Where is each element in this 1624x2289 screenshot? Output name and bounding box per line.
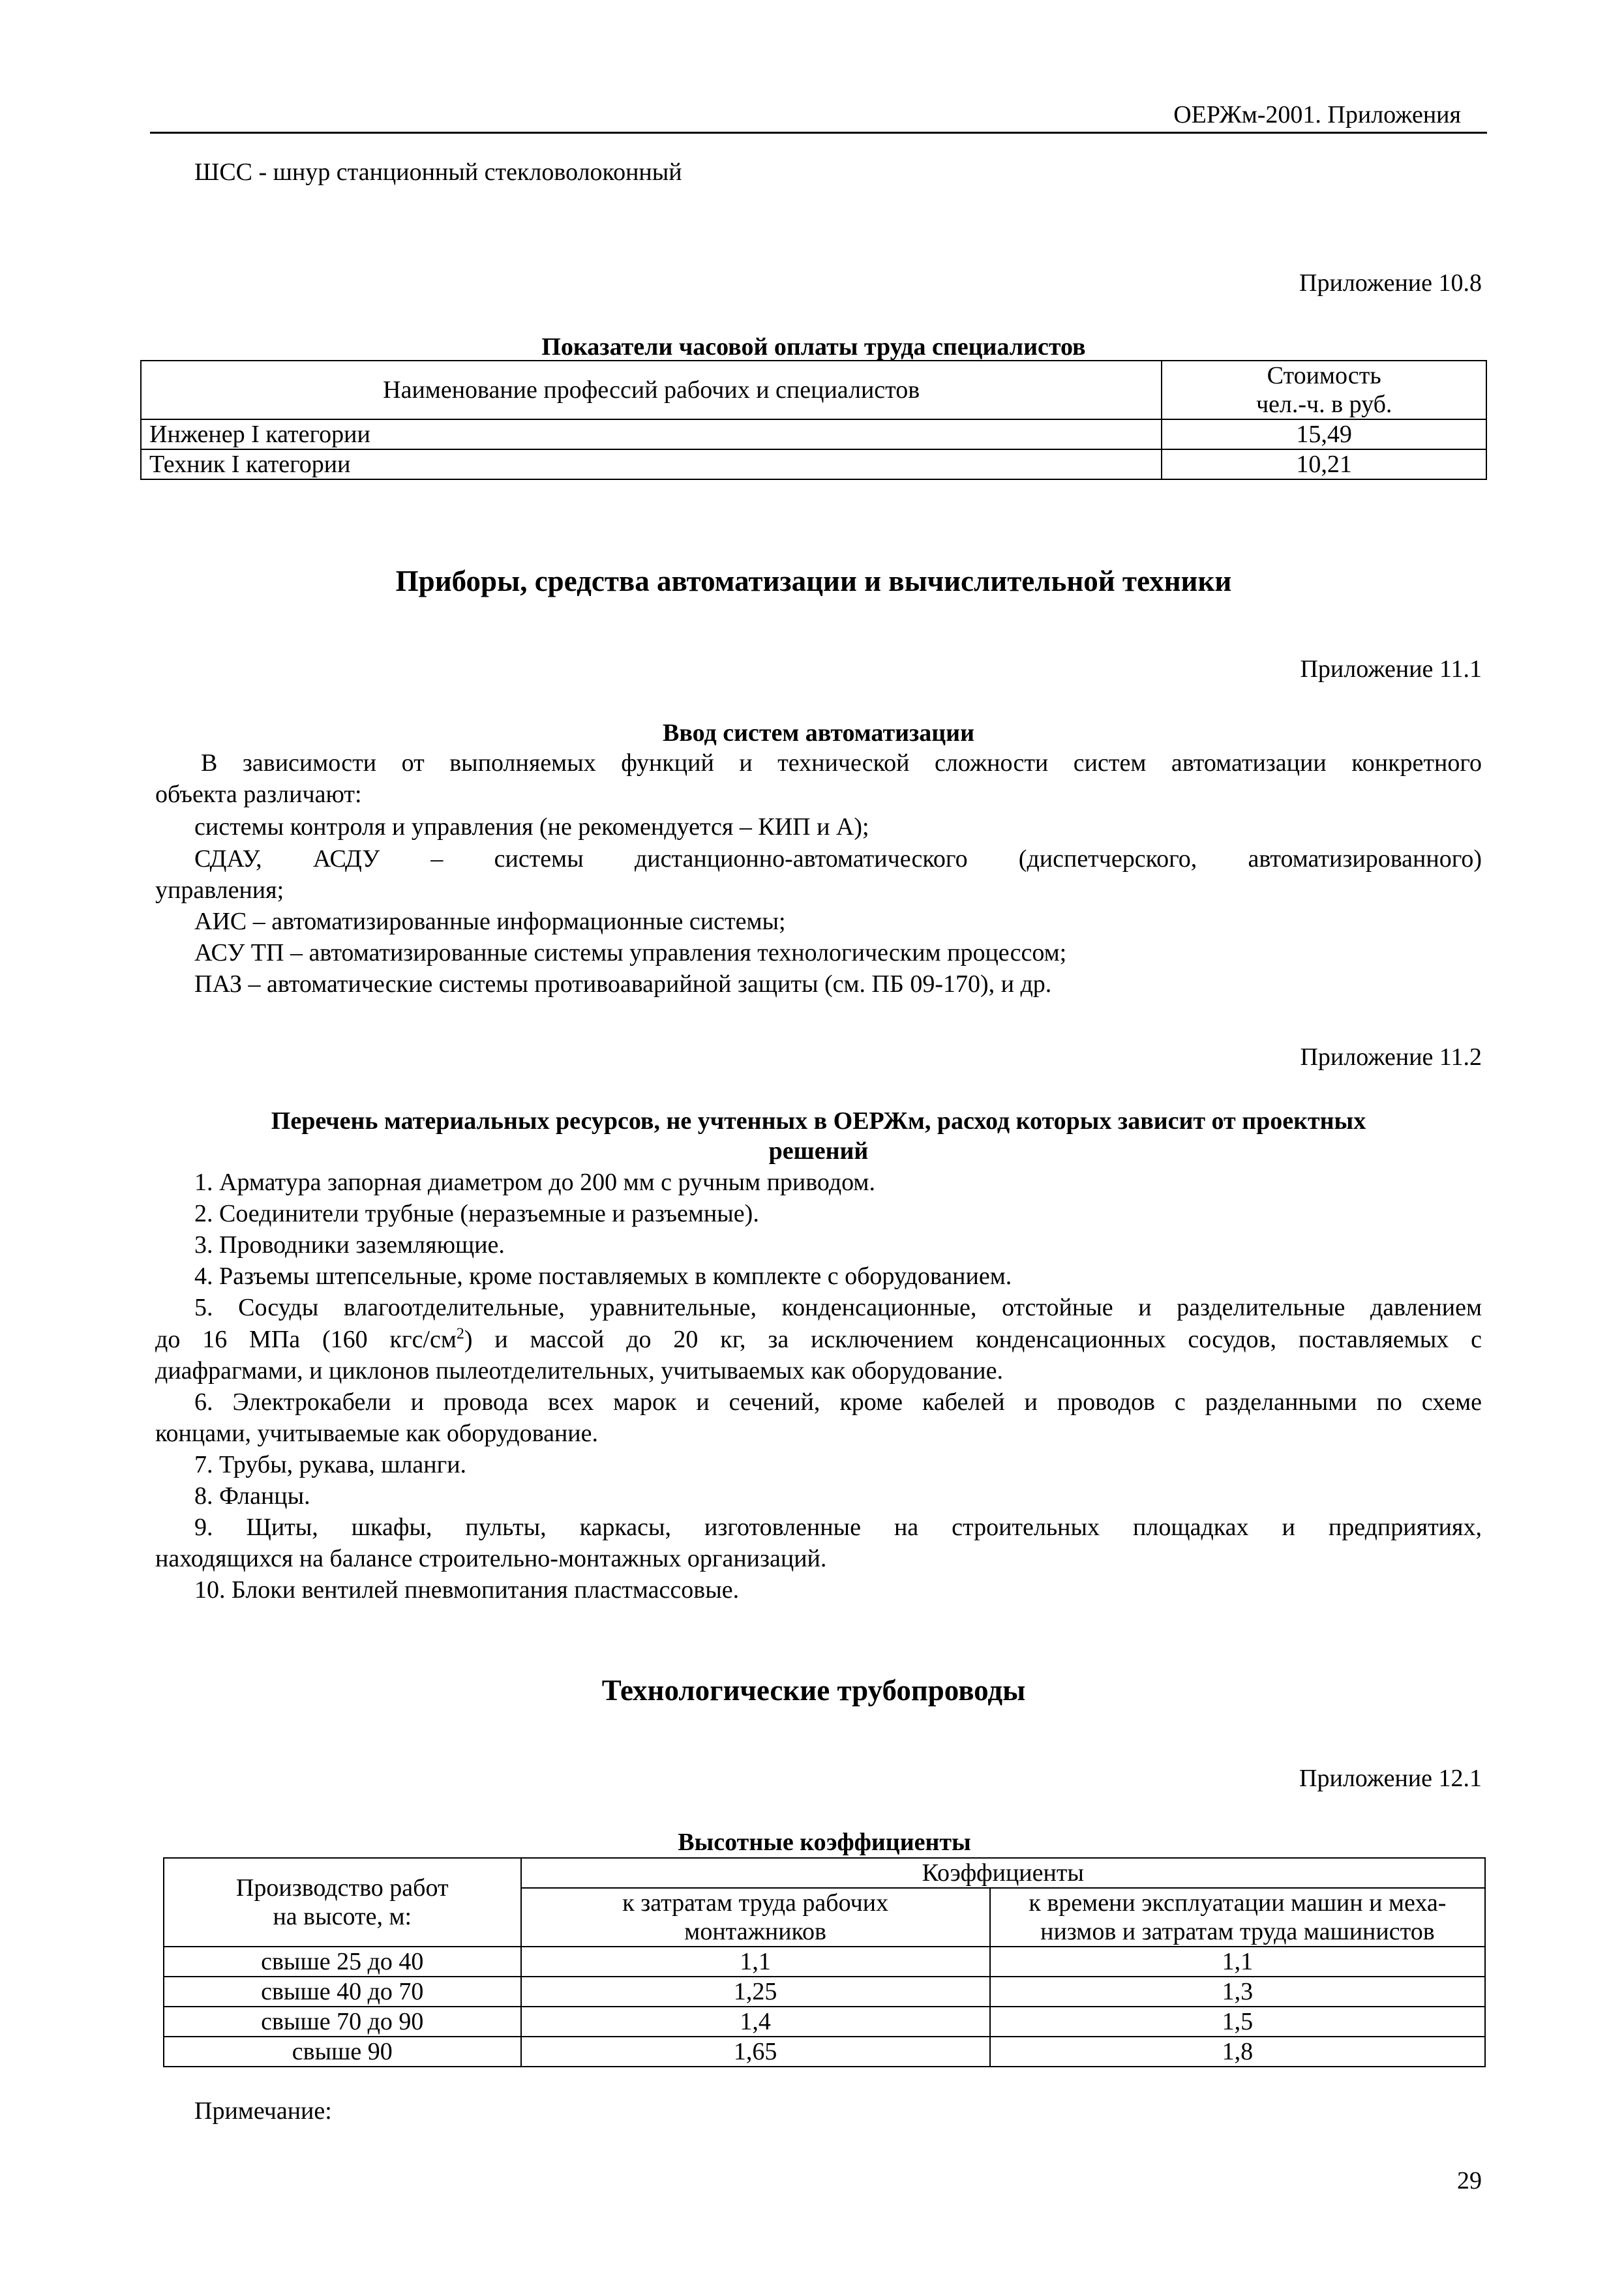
table-title-12-1: Высотные коэффициенты [678, 1829, 971, 1856]
list-item-continuation: концами, учитываемые как оборудование. [155, 1420, 598, 1447]
machines-cell: 1,3 [990, 1977, 1485, 2007]
table-row [141, 419, 1486, 449]
appendix-label-12-1: Приложение 12.1 [1299, 1765, 1482, 1792]
paragraph-11-1-3a: СДАУ, АСДУ – системы дистанционно-автоматического (диспетчерского, автоматизированного) [194, 845, 1482, 873]
header-cell-labor: к затратам труда рабочих монтажников [521, 1888, 990, 1947]
table-title-10-8: Показатели часовой оплаты труда специалистов [541, 333, 1086, 361]
list-item: 9. Щиты, шкафы, пульты, каркасы, изготовленные на строительных площадках и предприятиях, [194, 1514, 1482, 1541]
labor-cell: 1,25 [521, 1977, 990, 2007]
height-coefficients-table [163, 1857, 1486, 2067]
paragraph-11-1-3b: управления; [155, 876, 284, 904]
list-item: 1. Арматура запорная диаметром до 200 мм с ручным приводом. [194, 1169, 875, 1196]
list-item: 7. Трубы, рукава, шланги. [194, 1451, 467, 1478]
header-cell-coefficients: Коэффициенты [521, 1858, 1485, 1888]
header-cost-line1: Стоимость [1267, 362, 1381, 389]
profession-cell: Инженер I категории [141, 419, 1162, 449]
wage-table [140, 360, 1487, 480]
appendix-label-11-1: Приложение 11.1 [1300, 655, 1482, 683]
table-row [164, 2037, 1485, 2067]
header-cell-height: Производство работ на высоте, м: [164, 1858, 521, 1947]
running-header: ОЕРЖм-2001. Приложения [1173, 101, 1461, 128]
table-row [164, 2007, 1485, 2037]
labor-cell: 1,4 [521, 2007, 990, 2037]
intro-line: ШСС - шнур станционный стекловолоконный [194, 158, 682, 186]
list-item-continuation: диафрагмами, и циклонов пылеотделительных, учитываемых как оборудование. [155, 1357, 1003, 1384]
section-heading-instruments: Приборы, средства автоматизации и вычислительной техники [395, 565, 1232, 597]
profession-cell: Техник I категории [141, 449, 1162, 479]
paragraph-11-1-5: АСУ ТП – автоматизированные системы управления технологическим процессом; [194, 939, 1067, 966]
list-item: 8. Фланцы. [194, 1482, 310, 1510]
section-title-11-2-line1: Перечень материальных ресурсов, не учтенных в ОЕРЖм, расход которых зависит от проектных [271, 1107, 1366, 1135]
page-number: 29 [1457, 2167, 1482, 2194]
paragraph-11-1-6: ПАЗ – автоматические системы противоаварийной защиты (см. ПБ 09-170), и др. [194, 970, 1052, 998]
appendix-label-11-2: Приложение 11.2 [1300, 1043, 1482, 1071]
section-heading-pipes: Технологические трубопроводы [601, 1674, 1026, 1707]
list-item-continuation: находящихся на балансе строительно-монтажных организаций. [155, 1545, 827, 1572]
height-cell: свыше 40 до 70 [164, 1977, 521, 2007]
appendix-label-10-8: Приложение 10.8 [1299, 269, 1482, 297]
list-item: 3. Проводники заземляющие. [194, 1231, 505, 1259]
table-row [164, 1947, 1485, 1977]
paragraph-11-1-2: системы контроля и управления (не рекомендуется – КИП и А); [194, 813, 869, 841]
paragraph-11-1-4: АИС – автоматизированные информационные системы; [194, 908, 786, 935]
header-cell-machines: к времени эксплуатации машин и меха- низмов и затратам труда машинистов [990, 1888, 1485, 1947]
header-cost-line2: чел.-ч. в руб. [1256, 391, 1392, 418]
table-row [141, 449, 1486, 479]
machines-cell: 1,8 [990, 2037, 1485, 2067]
paragraph-11-1-1b: объекта различают: [155, 781, 362, 808]
list-item: 5. Сосуды влагоотделительные, уравнительные, конденсационные, отстойные и разделительные давлением [194, 1294, 1482, 1321]
cost-cell: 15,49 [1162, 419, 1486, 449]
table-header-row [141, 361, 1486, 419]
list-item-continuation: до 16 МПа (160 кгс/$см^2$) и массой до 20 кг, за исключением конденсационных сосудов, поставляемых с [155, 1325, 1482, 1353]
cost-cell: 10,21 [1162, 449, 1486, 479]
section-title-11-2-line2: решений [768, 1137, 869, 1165]
height-cell: свыше 25 до 40 [164, 1947, 521, 1977]
machines-cell: 1,5 [990, 2007, 1485, 2037]
list-item: 10. Блоки вентилей пневмопитания пластмассовые. [194, 1576, 740, 1604]
table-header-row [164, 1858, 1485, 1888]
list-item: 6. Электрокабели и провода всех марок и сечений, кроме кабелей и проводов с разделанными по схеме [194, 1388, 1482, 1416]
labor-cell: 1,1 [521, 1947, 990, 1977]
table-row [164, 1977, 1485, 2007]
paragraph-11-1-1a: В зависимости от выполняемых функций и технической сложности систем автоматизации конкретного [201, 749, 1482, 777]
labor-cell: 1,65 [521, 2037, 990, 2067]
header-rule [150, 132, 1487, 134]
note-label: Примечание: [194, 2097, 332, 2125]
list-item: 4. Разъемы штепсельные, кроме поставляемых в комплекте с оборудованием. [194, 1263, 1012, 1290]
section-title-11-1: Ввод систем автоматизации [663, 719, 974, 747]
header-cell-cost [1162, 361, 1486, 419]
header-cell-profession: Наименование профессий рабочих и специалистов [141, 361, 1162, 419]
machines-cell: 1,1 [990, 1947, 1485, 1977]
list-item: 2. Соединители трубные (неразъемные и разъемные). [194, 1200, 759, 1227]
height-cell: свыше 70 до 90 [164, 2007, 521, 2037]
height-cell: свыше 90 [164, 2037, 521, 2067]
